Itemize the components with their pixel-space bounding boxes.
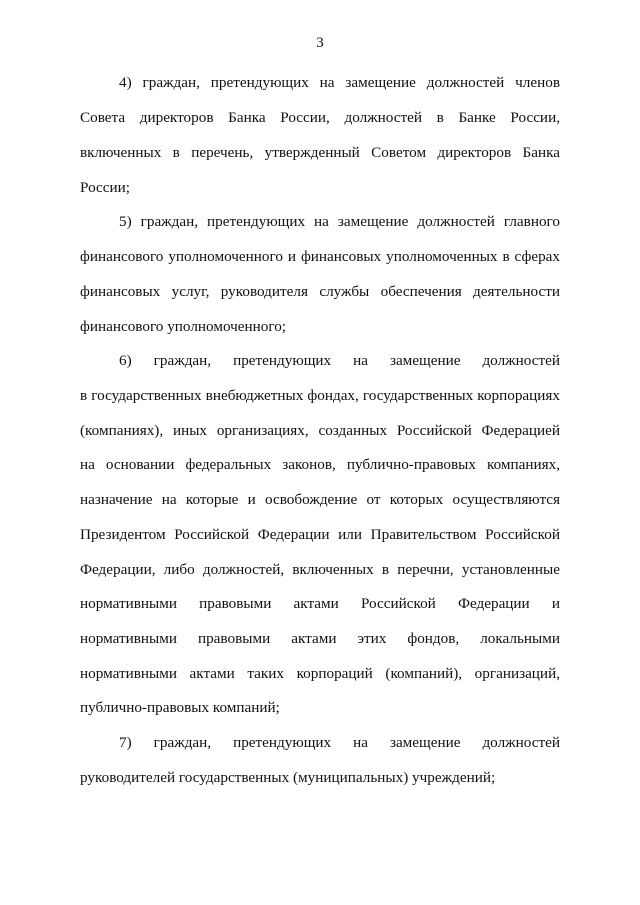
text-line: нормативными правовыми актами Российской Федерации и bbox=[80, 595, 560, 612]
text-line: в государственных внебюджетных фондах, государственных корпорациях bbox=[80, 387, 560, 404]
text-line: руководителей государственных (муниципальных) учреждений; bbox=[80, 769, 496, 786]
text-line: на основании федеральных законов, публично-правовых компаниях, bbox=[80, 456, 560, 473]
text-line: нормативными актами таких корпораций (компаний), организаций, bbox=[80, 665, 560, 682]
text-line: Президентом Российской Федерации или Правительством Российской bbox=[80, 526, 560, 543]
text-line: 4) граждан, претендующих на замещение должностей членов bbox=[119, 74, 560, 91]
page-number: 3 bbox=[316, 35, 324, 51]
text-line: (компаниях), иных организациях, созданных Российской Федерацией bbox=[80, 422, 560, 439]
text-line: финансовых услуг, руководителя службы обеспечения деятельности bbox=[80, 283, 560, 300]
text-line: публично-правовых компаний; bbox=[80, 699, 280, 716]
text-line: 5) граждан, претендующих на замещение должностей главного bbox=[119, 213, 560, 230]
text-line: назначение на которые и освобождение от которых осуществляются bbox=[80, 491, 560, 508]
text-line: Совета директоров Банка России, должностей в Банке России, bbox=[80, 109, 560, 126]
text-line: финансового уполномоченного и финансовых уполномоченных в сферах bbox=[80, 248, 560, 265]
text-line: включенных в перечень, утвержденный Советом директоров Банка bbox=[80, 144, 560, 161]
text-line: 7) граждан, претендующих на замещение должностей bbox=[119, 734, 560, 751]
text-line: 6) граждан, претендующих на замещение должностей bbox=[119, 352, 560, 369]
text-line: нормативными правовыми актами этих фондов, локальными bbox=[80, 630, 560, 647]
text-line: Федерации, либо должностей, включенных в перечни, установленные bbox=[80, 561, 560, 578]
text-line: финансового уполномоченного; bbox=[80, 318, 287, 335]
text-line: России; bbox=[80, 179, 130, 196]
